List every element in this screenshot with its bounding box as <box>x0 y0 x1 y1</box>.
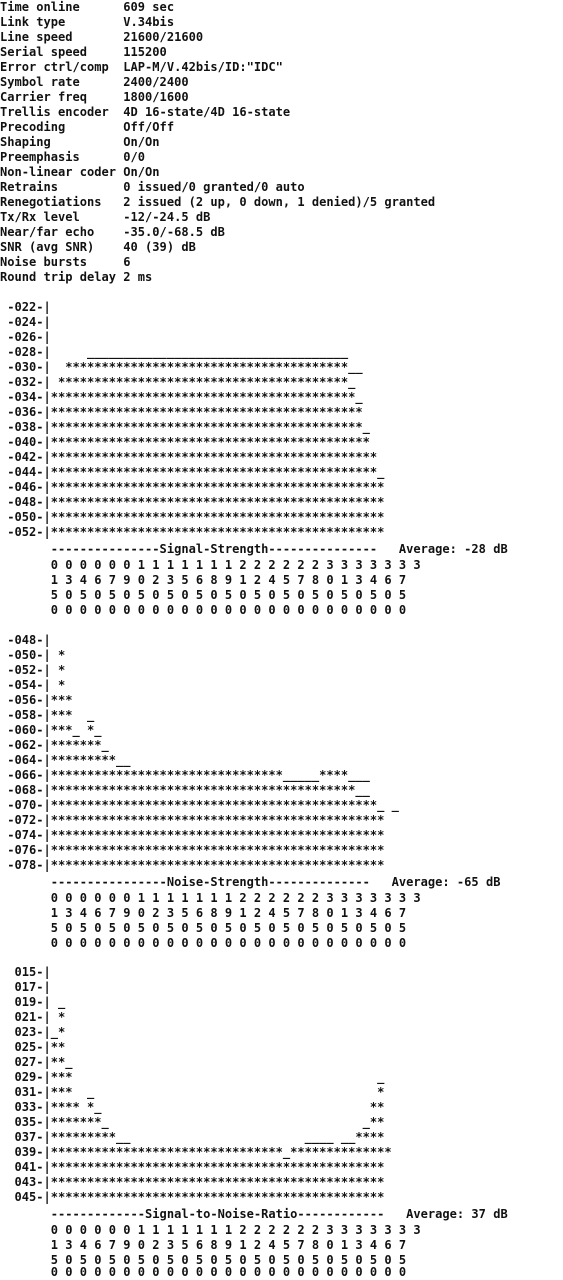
graph-row: -074-|********************************************** <box>0 828 385 842</box>
graph-tick-row: 1 3 4 6 7 9 0 2 3 5 6 8 9 1 2 4 5 7 8 0 1 3 4 6 7 <box>0 1238 407 1252</box>
graph-row: -066-|********************************_____****___ <box>0 768 370 782</box>
graph-row: 015-| <box>0 965 51 979</box>
graph-row: -050-|********************************************** <box>0 510 385 524</box>
graph-row: -056-|*** <box>0 693 73 707</box>
graph-row: 031-|*** _ * <box>0 1085 385 1099</box>
graph-row: -072-|********************************************** <box>0 813 385 827</box>
graph-row: 023-|_* <box>0 1025 66 1039</box>
graph-row: 027-|**_ <box>0 1055 73 1069</box>
graph-row: -024-| <box>0 315 51 329</box>
graph-row: -036-|******************************************* <box>0 405 363 419</box>
graph-row: 021-| * <box>0 1010 66 1024</box>
graph-row: -026-| <box>0 330 51 344</box>
stats-line-shaping: Shaping On/On <box>0 135 160 149</box>
graph-row: -068-|******************************************__ <box>0 783 370 797</box>
graph-row: 037-|*********__ ____ __**** <box>0 1130 385 1144</box>
graph-row: -040-|******************************************** <box>0 435 370 449</box>
graph-row: 035-|*******_ _** <box>0 1115 385 1129</box>
graph-row: -062-|*******_ <box>0 738 109 752</box>
graph-axis-line: ----------------Noise-Strength-------------- Average: -65 dB <box>0 875 501 889</box>
graph-row: 043-|********************************************** <box>0 1175 385 1189</box>
stats-line-renegotiations: Renegotiations 2 issued (2 up, 0 down, 1 denied)/5 granted <box>0 195 436 209</box>
stats-line-line-speed: Line speed 21600/21600 <box>0 30 204 44</box>
graph-row: -046-|********************************************** <box>0 480 385 494</box>
stats-line-serial-speed: Serial speed 115200 <box>0 45 167 59</box>
graph-row: 041-|********************************************** <box>0 1160 385 1174</box>
graph-row: -058-|*** _ <box>0 708 95 722</box>
graph-row: -048-| <box>0 633 51 647</box>
graph-tick-row: 5 0 5 0 5 0 5 0 5 0 5 0 5 0 5 0 5 0 5 0 5 0 5 0 5 <box>0 1253 407 1267</box>
graph-row: -076-|********************************************** <box>0 843 385 857</box>
stats-line-carrier-freq: Carrier freq 1800/1600 <box>0 90 189 104</box>
stats-line-time-online: Time online 609 sec <box>0 0 175 14</box>
graph-row: -070-|*********************************************_ _ <box>0 798 399 812</box>
graph-row: 025-|** <box>0 1040 66 1054</box>
graph-row: -050-| * <box>0 648 66 662</box>
graph-row: 039-|********************************_************** <box>0 1145 392 1159</box>
graph-row: 045-|********************************************** <box>0 1190 385 1204</box>
graph-row: -054-| * <box>0 678 66 692</box>
graph-row: 019-| _ <box>0 995 66 1009</box>
stats-line-symbol-rate: Symbol rate 2400/2400 <box>0 75 189 89</box>
graph-row: -052-| * <box>0 663 66 677</box>
graph-row: -044-|*********************************************_ <box>0 465 385 479</box>
graph-row: -022-| <box>0 300 51 314</box>
stats-line-trellis-encoder: Trellis encoder 4D 16-state/4D 16-state <box>0 105 291 119</box>
graph-row: 033-|**** *_ ** <box>0 1100 385 1114</box>
graph-tick-row: 5 0 5 0 5 0 5 0 5 0 5 0 5 0 5 0 5 0 5 0 5 0 5 0 5 <box>0 921 407 935</box>
graph-row: -038-|*******************************************_ <box>0 420 370 434</box>
graph-tick-row: 0 0 0 0 0 0 0 0 0 0 0 0 0 0 0 0 0 0 0 0 0 0 0 0 0 <box>0 936 407 950</box>
graph-tick-row: 0 0 0 0 0 0 0 0 0 0 0 0 0 0 0 0 0 0 0 0 0 0 0 0 0 <box>0 1265 407 1279</box>
graph-row: -048-|********************************************** <box>0 495 385 509</box>
stats-line-round-trip-delay: Round trip delay 2 ms <box>0 270 153 284</box>
graph-tick-row: 0 0 0 0 0 0 0 0 0 0 0 0 0 0 0 0 0 0 0 0 0 0 0 0 0 <box>0 603 407 617</box>
graph-row: -060-|***_ *_ <box>0 723 102 737</box>
stats-line-precoding: Precoding Off/Off <box>0 120 175 134</box>
graph-row: -064-|*********__ <box>0 753 131 767</box>
stats-line-preemphasis: Preemphasis 0/0 <box>0 150 146 164</box>
graph-row: -034-|******************************************_ <box>0 390 363 404</box>
graph-row: -032-| ****************************************_ <box>0 375 356 389</box>
stats-line-snr: SNR (avg SNR) 40 (39) dB <box>0 240 196 254</box>
graph-row: -078-|********************************************** <box>0 858 385 872</box>
graph-row: -042-|********************************************* <box>0 450 378 464</box>
stats-line-link-type: Link type V.34bis <box>0 15 175 29</box>
stats-line-tx-rx-level: Tx/Rx level -12/-24.5 dB <box>0 210 211 224</box>
graph-axis-line: ---------------Signal-Strength--------------- Average: -28 dB <box>0 542 508 556</box>
stats-line-noise-bursts: Noise bursts 6 <box>0 255 131 269</box>
graph-tick-row: 0 0 0 0 0 0 1 1 1 1 1 1 1 2 2 2 2 2 2 3 3 3 3 3 3 3 <box>0 891 421 905</box>
graph-tick-row: 1 3 4 6 7 9 0 2 3 5 6 8 9 1 2 4 5 7 8 0 1 3 4 6 7 <box>0 906 407 920</box>
graph-row: -028-| ____________________________________ <box>0 345 349 359</box>
stats-line-near-far-echo: Near/far echo -35.0/-68.5 dB <box>0 225 225 239</box>
graph-axis-line: -------------Signal-to-Noise-Ratio------------ Average: 37 dB <box>0 1207 508 1221</box>
graph-row: -030-| ***************************************__ <box>0 360 363 374</box>
stats-line-non-linear-coder: Non-linear coder On/On <box>0 165 160 179</box>
graph-row: 029-|*** _ <box>0 1070 385 1084</box>
graph-tick-row: 1 3 4 6 7 9 0 2 3 5 6 8 9 1 2 4 5 7 8 0 1 3 4 6 7 <box>0 573 407 587</box>
graph-tick-row: 0 0 0 0 0 0 1 1 1 1 1 1 1 2 2 2 2 2 2 3 3 3 3 3 3 3 <box>0 558 421 572</box>
graph-row: 017-| <box>0 980 51 994</box>
graph-tick-row: 0 0 0 0 0 0 1 1 1 1 1 1 1 2 2 2 2 2 2 3 3 3 3 3 3 3 <box>0 1223 421 1237</box>
stats-line-error-ctrl: Error ctrl/comp LAP-M/V.42bis/ID:"IDC" <box>0 60 283 74</box>
graph-row: -052-|********************************************** <box>0 525 385 539</box>
graph-tick-row: 5 0 5 0 5 0 5 0 5 0 5 0 5 0 5 0 5 0 5 0 5 0 5 0 5 <box>0 588 407 602</box>
stats-line-retrains: Retrains 0 issued/0 granted/0 auto <box>0 180 305 194</box>
